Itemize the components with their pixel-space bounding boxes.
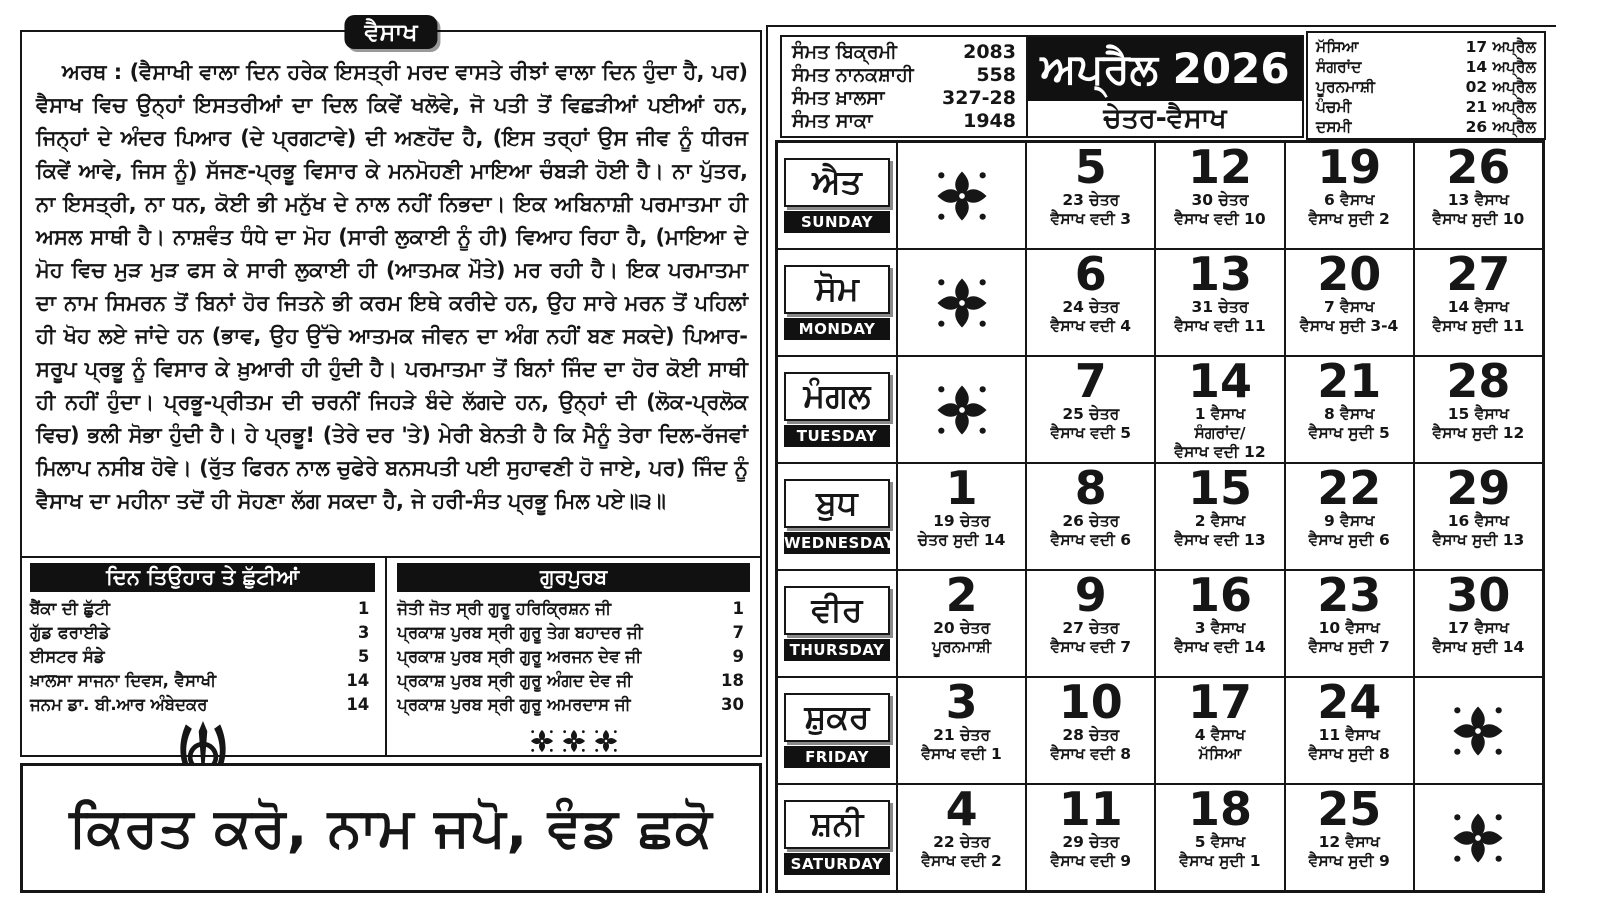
date-cell-8 <box>1026 463 1155 570</box>
date-cell-12 <box>1155 142 1284 249</box>
observance-value: 26 ਅਪ੍ਰੈਲ <box>1465 118 1536 136</box>
holidays-box <box>22 558 387 755</box>
date-lunar-text: ਪੂਰਨਮਾਸ਼ੀ <box>932 637 992 656</box>
date-number: 4 <box>945 784 978 836</box>
date-number: 12 <box>1187 142 1252 194</box>
gurpurab-ornament-trio <box>397 727 750 755</box>
date-lunar-text: 8 ਵੈਸਾਖ <box>1323 404 1375 423</box>
date-number: 17 <box>1187 677 1252 729</box>
date-lunar-text: ਵੈਸਾਖ ਵਦੀ 3 <box>1050 209 1132 228</box>
date-number: 27 <box>1446 249 1511 301</box>
date-number: 8 <box>1074 463 1107 515</box>
date-cell-15 <box>1155 463 1284 570</box>
holiday-name: ਗੁੱਡ ਫਰਾਈਡੇ <box>30 623 110 642</box>
fleuron-ornament-icon <box>931 272 993 334</box>
date-number: 30 <box>1446 570 1511 622</box>
samvat-value: 327-28 <box>942 87 1016 109</box>
gurpurab-name: ਪ੍ਰਕਾਸ਼ ਪੁਰਬ ਸ੍ਰੀ ਗੁਰੂ ਤੇਗ ਬਹਾਦਰ ਜੀ <box>397 623 643 642</box>
date-lunar-text: 17 ਵੈਸਾਖ <box>1447 618 1510 637</box>
holiday-item <box>30 645 375 669</box>
date-cell-7 <box>1026 356 1155 463</box>
date-number: 22 <box>1317 463 1382 515</box>
date-lunar-text: ਵੈਸਾਖ ਸੁਦੀ 7 <box>1308 637 1390 656</box>
day-name-english: FRIDAY <box>784 746 890 768</box>
date-lunar-text: 9 ਵੈਸਾਖ <box>1323 511 1375 530</box>
day-name-punjabi: ਸ਼ਨੀ <box>784 800 890 849</box>
day-header-tuesday <box>777 356 897 463</box>
day-name-english: THURSDAY <box>784 639 890 661</box>
date-number: 25 <box>1317 784 1382 836</box>
date-lunar-text: 4 ਵੈਸਾਖ <box>1194 725 1246 744</box>
gurpurab-item <box>397 597 750 621</box>
holidays-title: ਦਿਨ ਤਿਉਹਾਰ ਤੇ ਛੁੱਟੀਆਂ <box>30 563 375 592</box>
date-cell-25 <box>1285 784 1414 891</box>
holiday-date: 14 <box>346 695 370 714</box>
ornament-cell <box>897 142 1026 249</box>
calendar-grid <box>775 140 1545 893</box>
date-number: 16 <box>1187 570 1252 622</box>
holiday-date: 3 <box>357 623 370 642</box>
observance-value: 17 ਅਪ੍ਰੈਲ <box>1465 38 1536 56</box>
date-number: 28 <box>1446 356 1511 408</box>
date-number: 20 <box>1317 249 1382 301</box>
date-lunar-text: ਵੈਸਾਖ ਸੁਦੀ 10 <box>1432 209 1525 228</box>
holiday-item <box>30 693 375 717</box>
date-number: 24 <box>1317 677 1382 729</box>
date-number: 23 <box>1317 570 1382 622</box>
date-lunar-text: ਵੈਸਾਖ ਵਦੀ 10 <box>1174 209 1266 228</box>
date-lunar-text: 29 ਚੇਤਰ <box>1062 832 1120 851</box>
date-number: 2 <box>945 570 978 622</box>
date-lunar-text: ਵੈਸਾਖ ਸੁਦੀ 3-4 <box>1300 316 1399 335</box>
day-name-punjabi: ਵੀਰ <box>784 586 890 635</box>
date-lunar-text: 7 ਵੈਸਾਖ <box>1323 297 1375 316</box>
observance-label: ਦਸਮੀ <box>1316 118 1352 136</box>
date-cell-21 <box>1285 356 1414 463</box>
date-lunar-text: ਵੈਸਾਖ ਵਦੀ 5 <box>1050 423 1132 442</box>
samvat-label: ਸੰਮਤ ਨਾਨਕਸ਼ਾਹੀ <box>792 64 914 86</box>
date-number: 11 <box>1058 784 1123 836</box>
date-cell-18 <box>1155 784 1284 891</box>
date-number: 21 <box>1317 356 1382 408</box>
gurpurab-date: 7 <box>732 623 744 642</box>
gurpurab-date: 1 <box>732 599 744 618</box>
holiday-name: ਜਨਮ ਡਾ. ਬੀ.ਆਰ ਅੰਬੇਦਕਰ <box>30 695 208 714</box>
observance-row <box>1316 117 1536 137</box>
date-cell-6 <box>1026 249 1155 356</box>
fleuron-ornament-icon <box>592 727 620 755</box>
date-lunar-text: ਵੈਸਾਖ ਵਦੀ 2 <box>921 851 1002 870</box>
date-lunar-text: ਚੇਤਰ ਸੁਦੀ 14 <box>917 530 1006 549</box>
samvat-row <box>792 87 1016 110</box>
festivals-section <box>22 556 760 755</box>
date-lunar-text: ਵੈਸਾਖ ਸੁਦੀ 12 <box>1432 423 1525 442</box>
date-cell-5 <box>1026 142 1155 249</box>
date-lunar-text: 5 ਵੈਸਾਖ <box>1194 832 1246 851</box>
date-number: 19 <box>1317 142 1382 194</box>
date-lunar-text: 19 ਚੇਤਰ <box>933 511 991 530</box>
day-name-english: WEDNESDAY <box>784 533 895 552</box>
day-header-friday <box>777 677 897 784</box>
date-lunar-text: 3 ਵੈਸਾਖ <box>1194 618 1246 637</box>
date-lunar-text: 16 ਵੈਸਾਖ <box>1447 511 1510 530</box>
holiday-name: ਈਸਟਰ ਸੰਡੇ <box>30 647 105 666</box>
day-header-thursday <box>777 570 897 677</box>
date-lunar-text: ਵੈਸਾਖ ਸੁਦੀ 14 <box>1432 637 1525 656</box>
date-number: 18 <box>1187 784 1252 836</box>
date-lunar-text: 20 ਚੇਤਰ <box>933 618 991 637</box>
date-number: 15 <box>1187 463 1252 515</box>
fleuron-ornament-icon <box>1447 700 1509 762</box>
month-meaning-panel <box>20 18 762 757</box>
date-lunar-text: 26 ਚੇਤਰ <box>1062 511 1120 530</box>
fleuron-ornament-icon <box>931 379 993 441</box>
samvat-row <box>792 64 1016 87</box>
date-lunar-text: ਮੱਸਿਆ <box>1198 744 1242 763</box>
date-lunar-text: ਵੈਸਾਖ ਵਦੀ 1 <box>921 744 1002 763</box>
holiday-name: ਖ਼ਾਲਸਾ ਸਾਜਨਾ ਦਿਵਸ, ਵੈਸਾਖੀ <box>30 671 217 690</box>
date-lunar-text: 28 ਚੇਤਰ <box>1062 725 1120 744</box>
date-cell-20 <box>1285 249 1414 356</box>
samvat-row <box>792 41 1016 64</box>
date-number: 29 <box>1446 463 1511 515</box>
gurpurab-date: 30 <box>721 695 744 714</box>
gurpurab-name: ਪ੍ਰਕਾਸ਼ ਪੁਰਬ ਸ੍ਰੀ ਗੁਰੂ ਅਮਰਦਾਸ ਜੀ <box>397 695 631 714</box>
gurpurab-date: 9 <box>732 647 744 666</box>
samvat-row <box>792 110 1016 133</box>
lunar-months-title: ਚੇਤਰ-ਵੈਸਾਖ <box>1103 102 1227 134</box>
date-cell-27 <box>1414 249 1543 356</box>
fleuron-ornament-icon <box>560 727 588 755</box>
date-cell-11 <box>1026 784 1155 891</box>
date-lunar-text: 31 ਚੇਤਰ <box>1191 297 1249 316</box>
date-lunar-text: ਵੈਸਾਖ ਸੁਦੀ 11 <box>1432 316 1525 335</box>
date-lunar-text: ਵੈਸਾਖ ਸੁਦੀ 2 <box>1308 209 1390 228</box>
observance-row <box>1316 77 1536 97</box>
date-cell-10 <box>1026 677 1155 784</box>
observance-row <box>1316 97 1536 117</box>
holiday-name: ਬੈਂਕਾ ਦੀ ਛੁੱਟੀ <box>30 599 111 618</box>
fleuron-ornament-icon <box>1447 807 1509 869</box>
date-lunar-text: ਵੈਸਾਖ ਵਦੀ 13 <box>1174 530 1266 549</box>
observance-label: ਪੰਚਮੀ <box>1316 98 1352 116</box>
date-lunar-text: ਵੈਸਾਖ ਵਦੀ 14 <box>1174 637 1266 656</box>
date-lunar-text: 11 ਵੈਸਾਖ <box>1318 725 1380 744</box>
holiday-item <box>30 621 375 645</box>
date-number: 1 <box>945 463 978 515</box>
date-lunar-text: 2 ਵੈਸਾਖ <box>1194 511 1246 530</box>
date-lunar-text: ਵੈਸਾਖ ਵਦੀ 8 <box>1050 744 1132 763</box>
date-lunar-text: ਵੈਸਾਖ ਸੁਦੀ 1 <box>1179 851 1261 870</box>
gurpurab-item <box>397 621 750 645</box>
date-cell-26 <box>1414 142 1543 249</box>
gurpurab-name: ਜੋਤੀ ਜੋਤ ਸ੍ਰੀ ਗੁਰੂ ਹਰਿਕ੍ਰਿਸ਼ਨ ਜੀ <box>397 599 612 618</box>
gurpurab-item <box>397 645 750 669</box>
month-title-badge: ਵੈਸਾਖ <box>344 15 437 49</box>
date-number: 7 <box>1074 356 1107 408</box>
date-lunar-text: ਵੈਸਾਖ ਵਦੀ 7 <box>1050 637 1132 656</box>
holidays-list <box>30 597 375 717</box>
observance-label: ਪੂਰਨਮਾਸ਼ੀ <box>1316 78 1375 96</box>
month-header-box <box>1028 35 1304 138</box>
observances-box <box>1306 31 1546 140</box>
date-cell-1 <box>897 463 1026 570</box>
date-lunar-text: ਵੈਸਾਖ ਵਦੀ 9 <box>1050 851 1132 870</box>
date-lunar-text: ਵੈਸਾਖ ਵਦੀ 12 <box>1174 442 1266 461</box>
date-cell-17 <box>1155 677 1284 784</box>
slogan-box <box>20 763 762 893</box>
date-cell-19 <box>1285 142 1414 249</box>
date-number: 13 <box>1187 249 1252 301</box>
date-cell-3 <box>897 677 1026 784</box>
date-cell-9 <box>1026 570 1155 677</box>
date-lunar-text: 27 ਚੇਤਰ <box>1062 618 1120 637</box>
gurpurab-name: ਪ੍ਰਕਾਸ਼ ਪੁਰਬ ਸ੍ਰੀ ਗੁਰੂ ਅੰਗਦ ਦੇਵ ਜੀ <box>397 671 633 690</box>
date-lunar-text: ਵੈਸਾਖ ਸੁਦੀ 9 <box>1308 851 1390 870</box>
samvat-value: 1948 <box>963 110 1016 132</box>
observance-value: 21 ਅਪ੍ਰੈਲ <box>1465 98 1536 116</box>
observance-label: ਸੰਗਰਾਂਦ <box>1316 58 1362 76</box>
gurpurab-item <box>397 693 750 717</box>
date-lunar-text: ਵੈਸਾਖ ਵਦੀ 4 <box>1050 316 1132 335</box>
fleuron-ornament-icon <box>528 727 556 755</box>
day-name-punjabi: ਮੰਗਲ <box>784 372 890 421</box>
top-rule <box>766 25 1556 27</box>
date-lunar-text: 12 ਵੈਸਾਖ <box>1318 832 1380 851</box>
date-number: 6 <box>1074 249 1107 301</box>
gurpurab-name: ਪ੍ਰਕਾਸ਼ ਪੁਰਬ ਸ੍ਰੀ ਗੁਰੂ ਅਰਜਨ ਦੇਵ ਜੀ <box>397 647 642 666</box>
date-lunar-text: ਵੈਸਾਖ ਵਦੀ 6 <box>1050 530 1132 549</box>
panel-divider <box>766 25 768 893</box>
ornament-cell <box>1414 677 1543 784</box>
gurpurab-item <box>397 669 750 693</box>
gurpurab-box <box>387 558 760 755</box>
day-header-monday <box>777 249 897 356</box>
day-name-punjabi: ਸ਼ੁਕਰ <box>784 693 890 742</box>
day-name-english: SATURDAY <box>784 853 890 875</box>
date-lunar-text: 21 ਚੇਤਰ <box>933 725 991 744</box>
date-cell-13 <box>1155 249 1284 356</box>
day-name-punjabi: ਬੁਧ <box>784 479 890 528</box>
date-cell-28 <box>1414 356 1543 463</box>
day-name-english: TUESDAY <box>784 425 890 447</box>
date-number: 5 <box>1074 142 1107 194</box>
ornament-cell <box>897 249 1026 356</box>
date-lunar-text: 13 ਵੈਸਾਖ <box>1447 190 1510 209</box>
day-header-sunday <box>777 142 897 249</box>
date-number: 3 <box>945 677 978 729</box>
samvat-box <box>780 35 1028 138</box>
date-lunar-text: 22 ਚੇਤਰ <box>933 832 991 851</box>
date-lunar-text: 24 ਚੇਤਰ <box>1062 297 1120 316</box>
date-number: 14 <box>1187 356 1252 408</box>
observance-label: ਮੱਸਿਆ <box>1316 38 1359 56</box>
date-cell-22 <box>1285 463 1414 570</box>
date-lunar-text: 30 ਚੇਤਰ <box>1191 190 1249 209</box>
date-lunar-text: ਵੈਸਾਖ ਸੁਦੀ 6 <box>1308 530 1390 549</box>
date-lunar-text: 10 ਵੈਸਾਖ <box>1318 618 1380 637</box>
samvat-value: 2083 <box>963 41 1016 63</box>
holiday-item <box>30 669 375 693</box>
gurpurab-list <box>397 597 750 717</box>
date-cell-2 <box>897 570 1026 677</box>
observances-list <box>1316 37 1536 137</box>
holiday-date: 1 <box>357 599 370 618</box>
date-lunar-text: 15 ਵੈਸਾਖ <box>1447 404 1510 423</box>
holiday-item <box>30 597 375 621</box>
date-cell-24 <box>1285 677 1414 784</box>
samvat-label: ਸੰਮਤ ਸਾਕਾ <box>792 110 873 132</box>
month-year-title: ਅਪ੍ਰੈਲ 2026 <box>1028 37 1302 101</box>
date-lunar-text: 6 ਵੈਸਾਖ <box>1323 190 1375 209</box>
day-name-english: MONDAY <box>784 318 890 340</box>
fleuron-ornament-icon <box>931 165 993 227</box>
date-lunar-text: 14 ਵੈਸਾਖ <box>1447 297 1510 316</box>
date-lunar-text: ਵੈਸਾਖ ਸੁਦੀ 8 <box>1308 744 1390 763</box>
observance-value: 02 ਅਪ੍ਰੈਲ <box>1465 78 1536 96</box>
samvat-label: ਸੰਮਤ ਖ਼ਾਲਸਾ <box>792 87 885 109</box>
date-number: 10 <box>1058 677 1123 729</box>
date-lunar-text: ਵੈਸਾਖ ਸੁਦੀ 5 <box>1308 423 1390 442</box>
date-lunar-text: ਵੈਸਾਖ ਸੁਦੀ 13 <box>1432 530 1525 549</box>
day-name-english: SUNDAY <box>784 211 890 233</box>
date-lunar-text: 1 ਵੈਸਾਖ <box>1194 404 1246 423</box>
day-header-wednesday <box>777 463 897 570</box>
date-cell-30 <box>1414 570 1543 677</box>
month-meaning-paragraph: ਅਰਥ : (ਵੈਸਾਖੀ ਵਾਲਾ ਦਿਨ ਹਰੇਕ ਇਸਤ੍ਰੀ ਮਰਦ ਵਾਸਤੇ ਰੀਝਾਂ ਵਾਲਾ ਦਿਨ ਹੁੰਦਾ ਹੈ, ਪਰ) ਵੈਸਾਖ ਵਿਚ ਉਨ੍ਹਾਂ ਇਸਤਰੀਆਂ ਦਾ ਦਿਲ ਕਿਵੇਂ ਖਲੋਵੇ, ਜੋ ਪਤੀ ਤੋਂ ਵਿਛੜੀਆਂ ਪਈਆਂ ਹਨ, ਜਿਨ੍ਹਾਂ ਦੇ ਅੰਦਰ ਪਿਆਰ (ਦੇ ਪ੍ਰਗਟਾਵੇ) ਦੀ ਅਣਹੋਂਦ ਹੈ, (ਇਸ ਤਰ੍ਹਾਂ ਉਸ ਜੀਵ ਨੂੰ ਧੀਰਜ ਕਿਵੇਂ ਆਵੇ, ਜਿਸ ਨੂੰ) ਸੱਜਣ-ਪ੍ਰਭੂ ਵਿਸਾਰ ਕੇ ਮਨਮੋਹਣੀ ਮਾਇਆ ਚੰਬੜੀ ਹੋਈ ਹੈ। ਨਾ ਪੁੱਤਰ, ਨਾ ਇਸਤ੍ਰੀ, ਨਾ ਧਨ, ਕੋਈ ਭੀ ਮਨੁੱਖ ਦੇ ਨਾਲ ਨਹੀਂ ਨਿਭਦਾ। ਇਕ ਅਬਿਨਾਸ਼ੀ ਪਰਮਾਤਮਾ ਹੀ ਅਸਲ ਸਾਥੀ ਹੈ। ਨਾਸ਼ਵੰਤ ਧੰਧੇ ਦਾ ਮੋਹ (ਸਾਰੀ ਲੁਕਾਈ ਨੂੰ ਹੀ) ਵਿਆਹ ਰਿਹਾ ਹੈ, (ਮਾਇਆ ਦੇ ਮੋਹ ਵਿਚ ਮੁੜ ਮੁੜ ਫਸ ਕੇ ਸਾਰੀ ਲੁਕਾਈ ਹੀ (ਆਤਮਕ ਮੌਤੇ) ਮਰ ਰਹੀ ਹੈ। ਇਕ ਪਰਮਾਤਮਾ ਦਾ ਨਾਮ ਸਿਮਰਨ ਤੋਂ ਬਿਨਾਂ ਹੋਰ ਜਿਤਨੇ ਭੀ ਕਰਮ ਇਥੇ ਕਰੀਦੇ ਹਨ, ਉਹ ਸਾਰੇ ਮਰਨ ਤੋਂ ਪਹਿਲਾਂ ਹੀ ਖੋਹ ਲਏ ਜਾਂਦੇ ਹਨ (ਭਾਵ, ਉਹ ਉੱਚੇ ਆਤਮਕ ਜੀਵਨ ਦਾ ਅੰਗ ਨਹੀਂ ਬਣ ਸਕਦੇ) ਪਿਆਰ-ਸਰੂਪ ਪ੍ਰਭੂ ਨੂੰ ਵਿਸਾਰ ਕੇ ਖ਼ੁਆਰੀ ਹੀ ਹੁੰਦੀ ਹੈ। ਪਰਮਾਤਮਾ ਤੋਂ ਬਿਨਾਂ ਜਿੰਦ ਦਾ ਹੋਰ ਕੋਈ ਸਾਥੀ ਹੀ ਨਹੀਂ ਹੁੰਦਾ। ਪ੍ਰਭੂ-ਪ੍ਰੀਤਮ ਦੀ ਚਰਨੀਂ ਜਿਹੜੇ ਬੰਦੇ ਲੱਗਦੇ ਹਨ, ਉਨ੍ਹਾਂ ਦੀ (ਲੋਕ-ਪ੍ਰਲੋਕ ਵਿਚ) ਭਲੀ ਸੋਭਾ ਹੁੰਦੀ ਹੈ। ਹੇ ਪ੍ਰਭੂ! (ਤੇਰੇ ਦਰ 'ਤੇ) ਮੇਰੀ ਬੇਨਤੀ ਹੈ ਕਿ ਮੈਨੂੰ ਤੇਰਾ ਦਿਲ-ਰੱਜਵਾਂ ਮਿਲਾਪ ਨਸੀਬ ਹੋਵੇ। (ਰੁੱਤ ਫਿਰਨ ਨਾਲ ਚੁਫੇਰੇ ਬਨਸਪਤੀ ਪਈ ਸੁਹਾਵਣੀ ਹੋ ਜਾਏ, ਪਰ) ਜਿੰਦ ਨੂੰ ਵੈਸਾਖ ਦਾ ਮਹੀਨਾ ਤਦੋਂ ਹੀ ਸੋਹਣਾ ਲੱਗ ਸਕਦਾ ਹੈ, ਜੇ ਹਰੀ-ਸੰਤ ਪ੍ਰਭੂ ਮਿਲ ਪਏ॥੩॥ <box>36 60 748 513</box>
samvat-value: 558 <box>976 64 1016 86</box>
observance-value: 14 ਅਪ੍ਰੈਲ <box>1465 58 1536 76</box>
day-header-saturday <box>777 784 897 891</box>
gurpurab-title: ਗੁਰਪੁਰਬ <box>397 563 750 592</box>
ornament-cell <box>1414 784 1543 891</box>
date-number: 9 <box>1074 570 1107 622</box>
gurpurab-date: 18 <box>721 671 744 690</box>
date-cell-23 <box>1285 570 1414 677</box>
date-lunar-text: 23 ਚੇਤਰ <box>1062 190 1120 209</box>
slogan-text: ਕਿਰਤ ਕਰੋ, ਨਾਮ ਜਪੋ, ਵੰਡ ਛਕੋ <box>69 796 713 859</box>
holiday-date: 5 <box>357 647 370 666</box>
observance-row <box>1316 57 1536 77</box>
day-name-punjabi: ਐਤ <box>784 158 890 207</box>
ornament-cell <box>897 356 1026 463</box>
holiday-date: 14 <box>346 671 370 690</box>
date-lunar-text: ਸੰਗਰਾਂਦ/ <box>1194 423 1246 442</box>
date-cell-16 <box>1155 570 1284 677</box>
date-cell-29 <box>1414 463 1543 570</box>
date-lunar-text: ਵੈਸਾਖ ਵਦੀ 11 <box>1174 316 1266 335</box>
day-name-punjabi: ਸੋਮ <box>784 265 890 314</box>
observance-row <box>1316 37 1536 57</box>
samvat-label: ਸੰਮਤ ਬਿਕ੍ਰਮੀ <box>792 41 897 63</box>
date-cell-4 <box>897 784 1026 891</box>
date-lunar-text: 25 ਚੇਤਰ <box>1062 404 1120 423</box>
date-cell-14 <box>1155 356 1284 463</box>
date-number: 26 <box>1446 142 1511 194</box>
samvat-list <box>792 41 1016 133</box>
